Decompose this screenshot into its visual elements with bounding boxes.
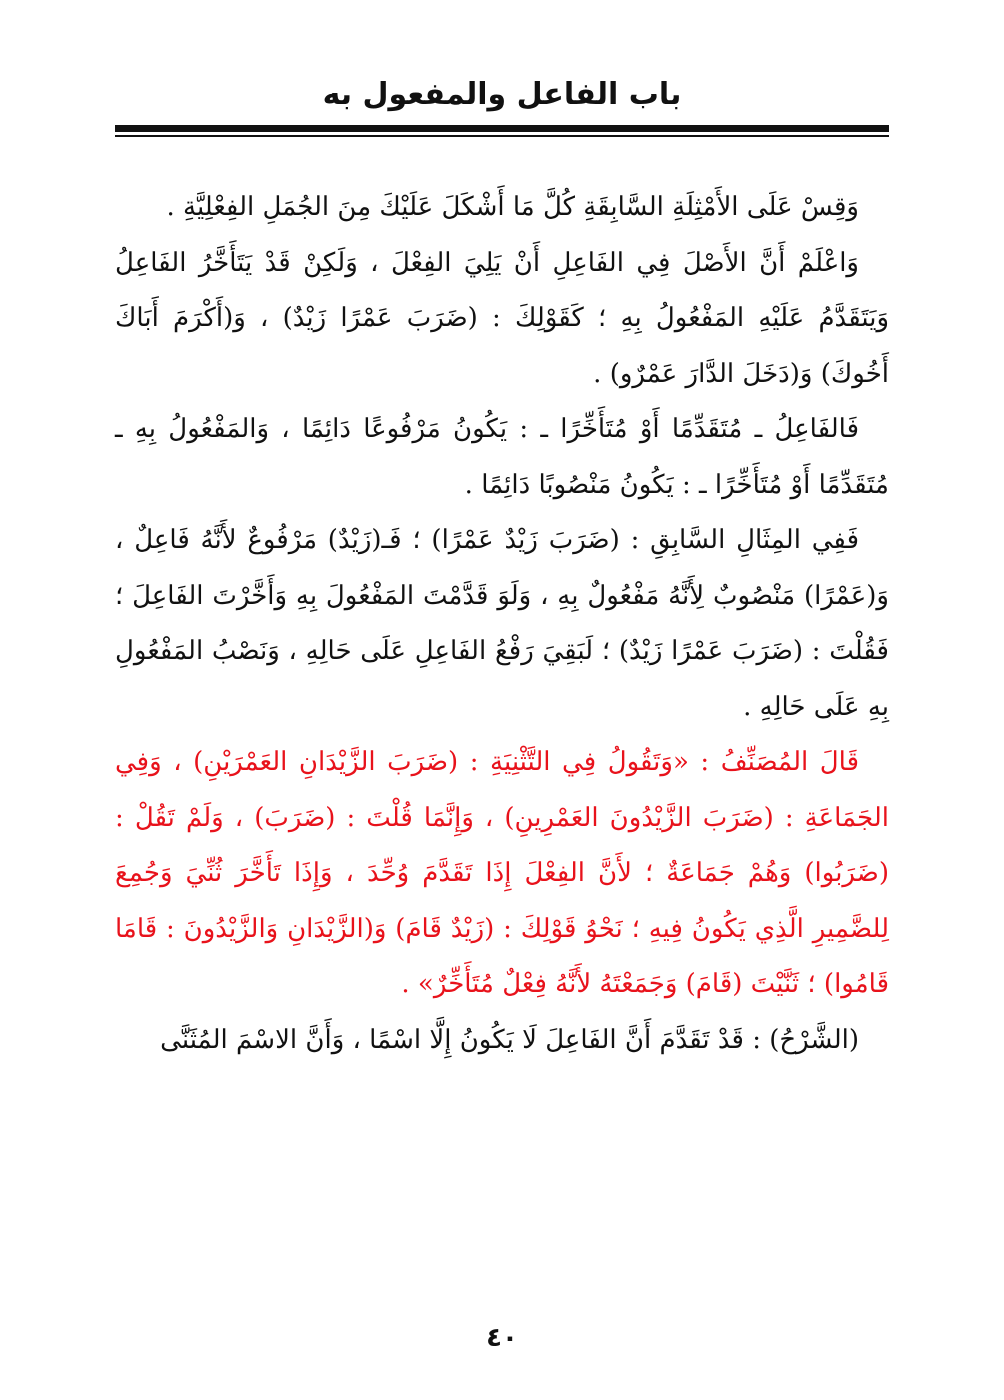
author-quote-paragraph: قَالَ المُصَنِّفُ : «وَتَقُولُ فِي التَّثْنِيَةِ : (ضَرَبَ الزَّيْدَانِ العَمْرَيْنِ) ، وَفِي الجَمَاعَةِ : (ضَرَبَ الزَّيْدُونَ العَمْرِينِ) ، وَإِنَّمَا قُلْتَ : (ضَرَبَ) ، وَلَمْ تَقُلْ : (ضَرَبُوا) وَهُمْ جَمَاعَةٌ ؛ لأَنَّ الفِعْلَ إِذَا تَقَدَّمَ وُحِّدَ ، وَإِذَا تَأَخَّرَ ثُنِّيَ وَجُمِعَ لِلضَّمِيرِ الَّذِي يَكُونُ فِيهِ ؛ نَحْوُ قَوْلِكَ : (زَيْدٌ قَامَ) وَ(الزَّيْدَانِ وَالزَّيْدُونَ : قَامَا قَامُوا) ؛ ثَنَّيْتَ (قَامَ) وَجَمَعْتَهُ لأَنَّهُ فِعْلٌ مُتَأَخِّرٌ» .: [115, 747, 889, 999]
header-rule-thin: [115, 135, 889, 137]
chapter-title: باب الفاعل والمفعول به: [322, 77, 682, 112]
header-rule-thick: [115, 125, 889, 132]
paragraph-3: فَالفَاعِلُ ـ مُتَقَدِّمًا أَوْ مُتَأَخِّرًا ـ : يَكُونُ مَرْفُوعًا دَائِمًا ، وَالمَفْعُولُ بِهِ ـ مُتَقَدِّمًا أَوْ مُتَأَخِّرًا ـ : يَكُونُ مَنْصُوبًا دَائِمًا .: [115, 414, 889, 500]
paragraph-4: فَفِي المِثَالِ السَّابِقِ : (ضَرَبَ زَيْدٌ عَمْرًا) ؛ فَـ(زَيْدٌ) مَرْفُوعٌ لأَنَّهُ فَاعِلٌ ، وَ(عَمْرًا) مَنْصُوبٌ لِأَنَّهُ مَفْعُولٌ بِهِ ، وَلَوَ قَدَّمْتَ المَفْعُولَ بِهِ وَأَخَّرْتَ الفَاعِلَ ؛ فَقُلْتَ : (ضَرَبَ عَمْرًا زَيْدٌ) ؛ لَبَقِيَ رَفْعُ الفَاعِلِ عَلَى حَالِهِ ، وَنَصْبُ المَفْعُولِ بِهِ عَلَى حَالِهِ .: [115, 525, 889, 722]
page-number: ٤٠: [486, 1323, 518, 1353]
paragraph-2: وَاعْلَمْ أَنَّ الأَصْلَ فِي الفَاعِلِ أَنْ يَلِيَ الفِعْلَ ، وَلَكِنْ قَدْ يَتَأَخَّرُ الفَاعِلُ وَيَتَقَدَّمُ عَلَيْهِ المَفْعُولُ بِهِ ؛ كَقَوْلِكَ : (ضَرَبَ عَمْرًا زَيْدٌ) ، وَ(أَكْرَمَ أَبَاكَ أَخُوكَ) وَ(دَخَلَ الدَّارَ عَمْرٌو) .: [115, 247, 889, 389]
paragraph-1: وَقِسْ عَلَى الأَمْثِلَةِ السَّابِقَةِ كُلَّ مَا أَشْكَلَ عَلَيْكَ مِنَ الجُمَلِ الفِعْلِيَّةِ .: [166, 192, 859, 222]
body-text: [115, 180, 889, 1068]
page-header: [115, 70, 889, 120]
commentary-paragraph: (الشَّرْحُ) : قَدْ تَقَدَّمَ أَنَّ الفَاعِلَ لَا يَكُونُ إِلَّا اسْمًا ، وَأَنَّ الاسْمَ المُثَنَّى: [160, 1024, 859, 1055]
